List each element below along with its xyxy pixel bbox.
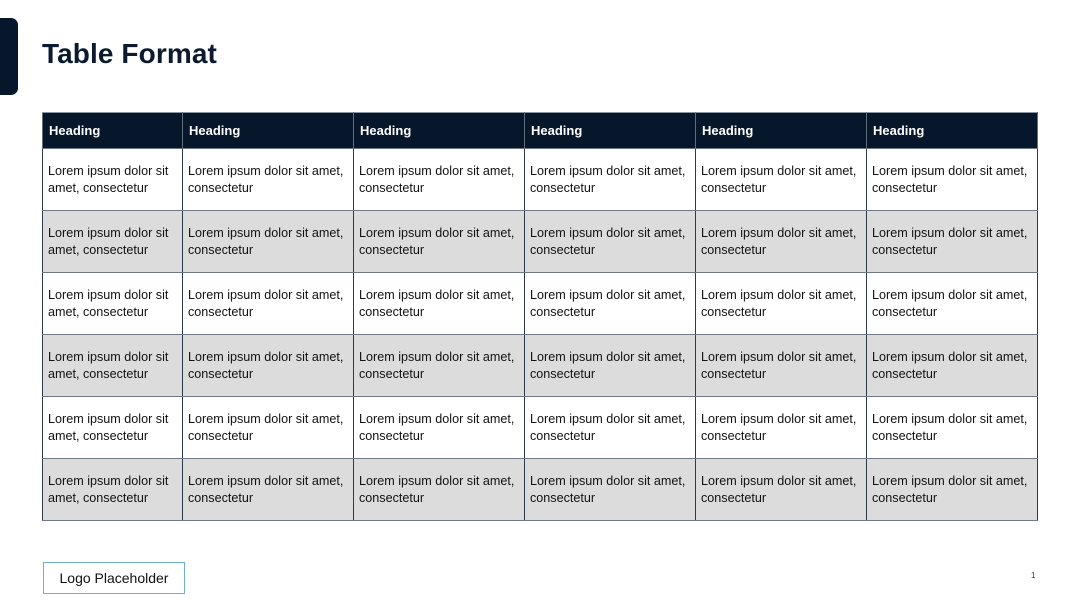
table-cell: Lorem ipsum dolor sit amet, consectetur <box>183 149 354 211</box>
accent-tab-decoration <box>0 18 18 95</box>
table-cell: Lorem ipsum dolor sit amet, consectetur <box>43 273 183 335</box>
table-cell: Lorem ipsum dolor sit amet, consectetur <box>43 459 183 521</box>
logo-placeholder: Logo Placeholder <box>43 562 185 594</box>
table-cell: Lorem ipsum dolor sit amet, consectetur <box>354 273 525 335</box>
table-cell: Lorem ipsum dolor sit amet, consectetur <box>867 273 1038 335</box>
table-cell: Lorem ipsum dolor sit amet, consectetur <box>525 459 696 521</box>
table-cell: Lorem ipsum dolor sit amet, consectetur <box>696 149 867 211</box>
table-cell: Lorem ipsum dolor sit amet, consectetur <box>867 335 1038 397</box>
table-cell: Lorem ipsum dolor sit amet, consectetur <box>867 459 1038 521</box>
table-cell: Lorem ipsum dolor sit amet, consectetur <box>867 397 1038 459</box>
table-cell: Lorem ipsum dolor sit amet, consectetur <box>696 397 867 459</box>
slide-title: Table Format <box>42 38 217 69</box>
table-cell: Lorem ipsum dolor sit amet, consectetur <box>354 211 525 273</box>
table-row <box>43 335 1038 397</box>
table-cell: Lorem ipsum dolor sit amet, consectetur <box>696 211 867 273</box>
table-cell: Lorem ipsum dolor sit amet, consectetur <box>183 335 354 397</box>
table-header-row <box>43 113 1038 149</box>
column-heading: Heading <box>43 113 183 149</box>
table-cell: Lorem ipsum dolor sit amet, consectetur <box>183 459 354 521</box>
table-cell: Lorem ipsum dolor sit amet, consectetur <box>354 459 525 521</box>
table-cell: Lorem ipsum dolor sit amet, consectetur <box>43 397 183 459</box>
data-table <box>42 112 1038 521</box>
table-row <box>43 273 1038 335</box>
column-heading: Heading <box>183 113 354 149</box>
table-cell: Lorem ipsum dolor sit amet, consectetur <box>43 211 183 273</box>
table-cell: Lorem ipsum dolor sit amet, consectetur <box>525 273 696 335</box>
table-cell: Lorem ipsum dolor sit amet, consectetur <box>354 335 525 397</box>
table-cell: Lorem ipsum dolor sit amet, consectetur <box>696 273 867 335</box>
table-cell: Lorem ipsum dolor sit amet, consectetur <box>525 149 696 211</box>
table-cell: Lorem ipsum dolor sit amet, consectetur <box>43 149 183 211</box>
table-row <box>43 149 1038 211</box>
table-cell: Lorem ipsum dolor sit amet, consectetur <box>183 273 354 335</box>
table-cell: Lorem ipsum dolor sit amet, consectetur <box>867 149 1038 211</box>
column-heading: Heading <box>867 113 1038 149</box>
table-row <box>43 459 1038 521</box>
column-heading: Heading <box>525 113 696 149</box>
table-cell: Lorem ipsum dolor sit amet, consectetur <box>354 149 525 211</box>
column-heading: Heading <box>354 113 525 149</box>
table-cell: Lorem ipsum dolor sit amet, consectetur <box>525 397 696 459</box>
table-cell: Lorem ipsum dolor sit amet, consectetur <box>525 335 696 397</box>
page-number: 1 <box>1031 571 1036 580</box>
table-cell: Lorem ipsum dolor sit amet, consectetur <box>354 397 525 459</box>
column-heading: Heading <box>696 113 867 149</box>
table-cell: Lorem ipsum dolor sit amet, consectetur <box>183 397 354 459</box>
table-cell: Lorem ipsum dolor sit amet, consectetur <box>43 335 183 397</box>
table-cell: Lorem ipsum dolor sit amet, consectetur <box>696 459 867 521</box>
table-cell: Lorem ipsum dolor sit amet, consectetur <box>867 211 1038 273</box>
table-cell: Lorem ipsum dolor sit amet, consectetur <box>525 211 696 273</box>
table-row <box>43 397 1038 459</box>
table-cell: Lorem ipsum dolor sit amet, consectetur <box>696 335 867 397</box>
table-cell: Lorem ipsum dolor sit amet, consectetur <box>183 211 354 273</box>
table-row <box>43 211 1038 273</box>
